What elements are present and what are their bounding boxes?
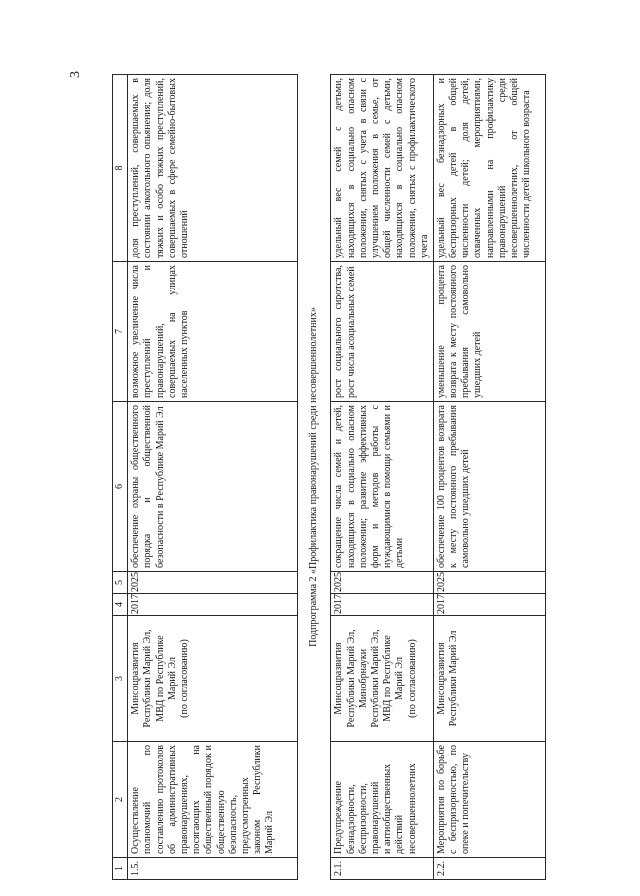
executor-line: (по согласованию) — [406, 639, 418, 718]
program-table — [112, 74, 546, 880]
executor-line: Республики Марий Эл — [448, 630, 460, 727]
executor-cell — [433, 616, 545, 742]
end-year: 2025 — [128, 572, 298, 594]
header-col-6: 6 — [113, 402, 128, 572]
executor-line: МВД по Республике — [154, 635, 166, 722]
expected-result: обеспечение охраны общественного порядка и общественной безопасности в Республике Марий Эл — [128, 402, 298, 572]
table-row-2-2 — [433, 75, 545, 880]
executor-line: Республики Марий Эл, — [142, 629, 154, 728]
header-col-8: 8 — [113, 75, 128, 262]
page-number: 3 — [68, 71, 83, 78]
indicator-link: удельный вес семей с детьми, находящихся в социально опасном положении, снятых с учета в связи с улучшением положения в семье, от общей численности семей с детьми, находящихся в социально опасном положении, снятых с профилактического учета — [331, 75, 434, 262]
measure-name-line: действий — [394, 814, 406, 854]
non-implementation-consequence: уменьшение процента возврата к месту постоянного пребывания самовольно ушедших детей — [433, 262, 545, 402]
end-year: 2025 — [331, 572, 434, 594]
executor-line: Минсоцразвития — [435, 642, 447, 715]
measure-name-line: Предупреждение безнадзорности, — [333, 781, 357, 854]
header-row — [113, 75, 128, 880]
executor-line: Минобрнауки — [357, 648, 369, 709]
header-col-4: 4 — [113, 594, 128, 616]
non-implementation-consequence: возможное увеличение числа преступлений и правонарушений, совершаемых на улицах населенных пунктов — [128, 262, 298, 402]
non-implementation-consequence: рост социального сиротства, рост числа асоциальных семей — [331, 262, 434, 402]
row-number: 1.5. — [128, 858, 298, 880]
executor-line: МВД по Республике — [382, 635, 394, 722]
start-year: 2017 — [433, 594, 545, 616]
executor-line: Республики Марий Эл, — [369, 629, 381, 728]
subprogram-title: Подпрограмма 2 «Профилактика правонарушений среди несовершеннолетних» — [298, 75, 331, 880]
measure-name: Мероприятия по борьбе с беспризорностью, по опеке и попечительству — [433, 742, 545, 858]
header-col-7: 7 — [113, 262, 128, 402]
executor-line: Марий Эл — [166, 657, 178, 700]
row-number: 2.1. — [331, 858, 434, 880]
table-row-2-1 — [331, 75, 434, 880]
measure-name-line: правонарушений — [369, 781, 381, 854]
expected-result: сокращение числа семей и детей, находящихся в социально опасном положении; развитие эффективных форм и методов работы с нуждающимися в помощи семьями и детьми — [331, 402, 434, 572]
indicator-link: удельный вес безнадзорных и беспризорных детей в общей численности детей; доля детей, охваченных мероприятиями, направленными на профилактику правонарушений среди несовершеннолетних, от общей численности детей школьного возраста — [433, 75, 545, 262]
start-year: 2017 — [128, 594, 298, 616]
measure-name-line: и антиобщественных — [382, 763, 394, 854]
measure-name-line: несовершеннолетних — [406, 763, 418, 854]
end-year: 2025 — [433, 572, 545, 594]
header-col-2: 2 — [113, 742, 128, 858]
header-col-3: 3 — [113, 616, 128, 742]
executor-line: Минсоцразвития — [333, 642, 345, 715]
measure-name-cell — [331, 742, 434, 858]
executor-line: (по согласованию) — [178, 639, 190, 718]
measure-name: Осуществление полномочий по составлению протоколов об административных правонарушениях, посягающих на общественный порядок и общественную безопасность, предусмотренных законом Республики Марий Эл — [128, 742, 298, 858]
executor-cell — [128, 616, 298, 742]
executor-line: Республики Марий Эл, — [345, 629, 357, 728]
row-number: 2.2. — [433, 858, 545, 880]
executor-cell — [331, 616, 434, 742]
measure-name-line: беспризорности, — [357, 783, 369, 854]
header-col-5: 5 — [113, 572, 128, 594]
start-year: 2017 — [331, 594, 434, 616]
table-row-1-5 — [128, 75, 298, 880]
indicator-link: доля преступлений, совершаемых в состоянии алкогольного опьянения; доля тяжких и особо тяжких преступлений, совершаемых в сфере семейно-бытовых отношений — [128, 75, 298, 262]
expected-result: обеспечение 100 процентов возврата к месту постоянного пребывания самовольно ушедших детей — [433, 402, 545, 572]
header-col-1: 1 — [113, 858, 128, 880]
executor-line: Минсоцразвития — [130, 642, 142, 715]
subprogram-row — [298, 75, 331, 880]
executor-line: Марий Эл — [394, 657, 406, 700]
